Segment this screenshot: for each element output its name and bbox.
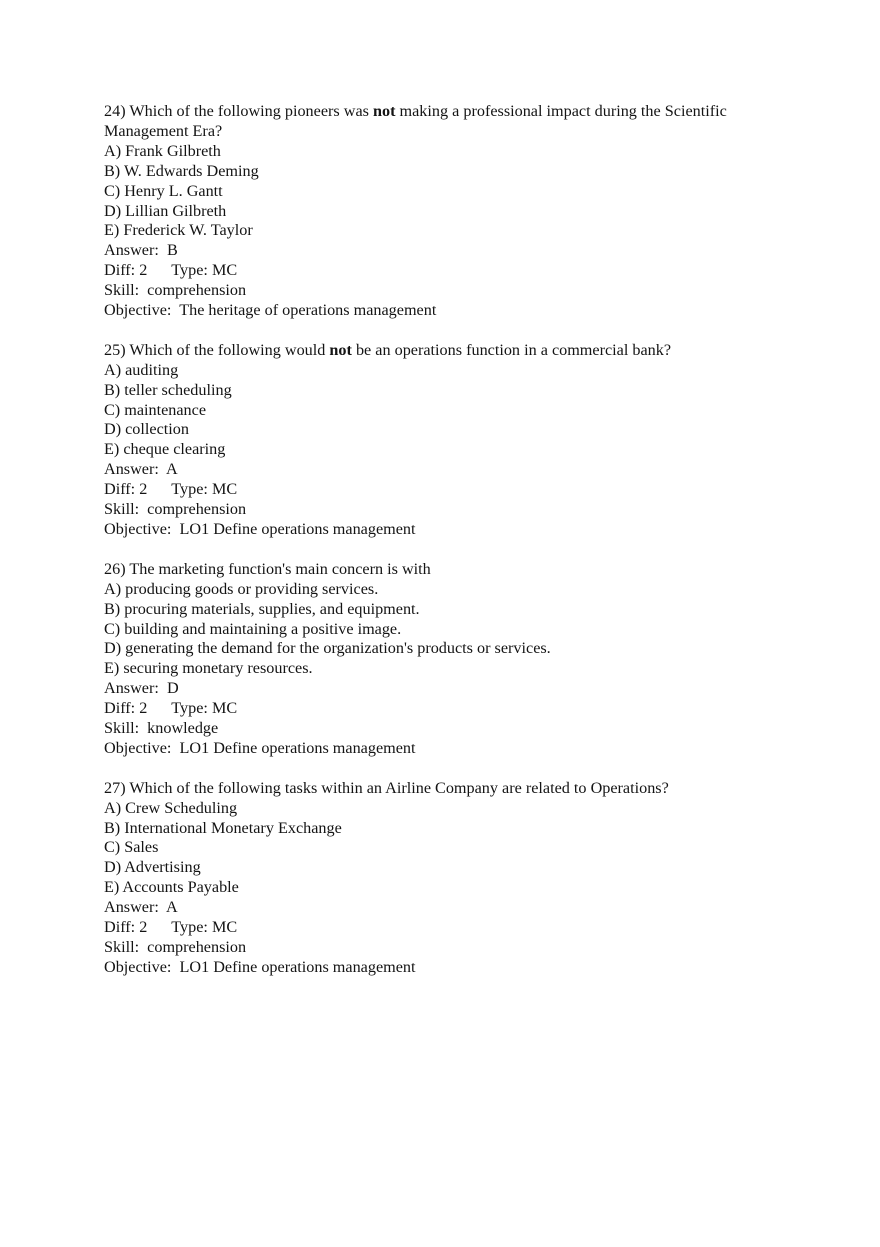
question-stem: 26) The marketing function's main concern is with [104,559,431,578]
question-25 [104,341,804,540]
option-b: B) teller scheduling [104,380,232,399]
answer-line: Answer: D [104,679,179,698]
option-c: C) building and maintaining a positive image. [104,619,402,638]
skill-line: Skill: comprehension [104,500,247,519]
question-stem [104,102,804,142]
question-stem: 27) Which of the following tasks within an Airline Company are related to Operations? [104,778,669,797]
option-d: D) generating the demand for the organization's products or services. [104,639,551,658]
option-a: A) Frank Gilbreth [104,141,221,160]
option-c: C) maintenance [104,400,207,419]
skill-line: Skill: comprehension [104,281,247,300]
option-b: B) W. Edwards Deming [104,161,259,180]
option-e: E) Accounts Payable [104,878,239,897]
answer-line: Answer: A [104,460,178,479]
option-a: A) Crew Scheduling [104,798,238,817]
difficulty-type-line: Diff: 2 Type: MC [104,261,238,280]
option-e: E) securing monetary resources. [104,659,313,678]
stem-text-after: making a professional impact during the Scientific Management Era? [104,102,731,140]
question-page [104,102,804,998]
answer-line: Answer: B [104,241,178,260]
option-d: D) collection [104,420,189,439]
difficulty-type-line: Diff: 2 Type: MC [104,480,238,499]
question-stem [104,341,804,361]
stem-emphasis: not [329,340,352,359]
option-a: A) producing goods or providing services. [104,579,379,598]
difficulty-type-line: Diff: 2 Type: MC [104,699,238,718]
option-a: A) auditing [104,360,179,379]
stem-text-after: be an operations function in a commercial bank? [351,340,672,359]
stem-text-before: 25) Which of the following would [104,340,330,359]
option-d: D) Advertising [104,858,201,877]
stem-text-before: 24) Which of the following pioneers was [104,102,373,120]
option-e: E) cheque clearing [104,440,226,459]
answer-line: Answer: A [104,898,178,917]
objective-line: Objective: LO1 Define operations management [104,738,416,757]
question-27 [104,779,804,978]
option-b: B) procuring materials, supplies, and equipment. [104,599,420,618]
question-26 [104,560,804,759]
skill-line: Skill: comprehension [104,938,247,957]
option-c: C) Sales [104,838,159,857]
objective-line: Objective: LO1 Define operations management [104,520,416,539]
objective-line: Objective: The heritage of operations management [104,301,437,320]
difficulty-type-line: Diff: 2 Type: MC [104,918,238,937]
option-c: C) Henry L. Gantt [104,181,223,200]
question-24 [104,102,804,321]
option-e: E) Frederick W. Taylor [104,221,253,240]
option-b: B) International Monetary Exchange [104,818,342,837]
stem-emphasis: not [372,102,396,120]
option-d: D) Lillian Gilbreth [104,201,227,220]
objective-line: Objective: LO1 Define operations management [104,957,416,976]
skill-line: Skill: knowledge [104,719,219,738]
